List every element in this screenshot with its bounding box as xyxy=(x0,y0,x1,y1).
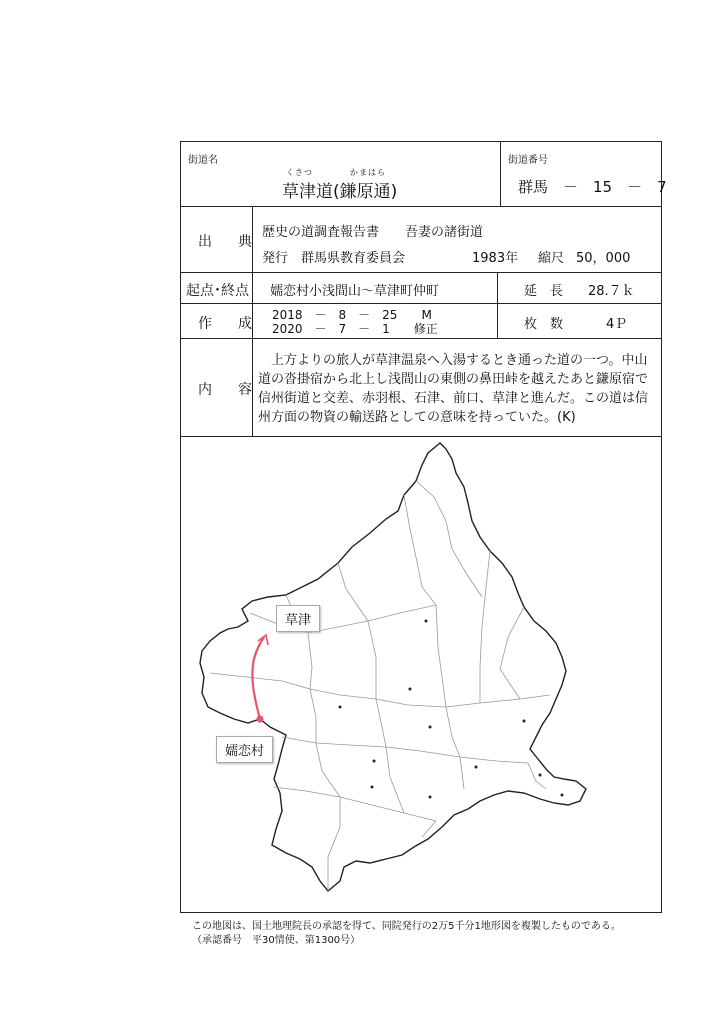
map-copyright-note: この地図は、国土地理院長の承認を得て、同院発行の2万5千分1地形図を複製したものである。 xyxy=(192,921,621,932)
divider-header xyxy=(181,206,661,207)
route-title: 草津道(鎌原通) xyxy=(282,182,398,202)
pages-value: 4Ｐ xyxy=(606,317,628,332)
divider-source xyxy=(181,272,661,273)
pages-label: 枚 数 xyxy=(524,317,564,332)
created-date: 2018 － 8 － 25 M xyxy=(272,308,432,322)
scale-label: 縮尺 xyxy=(538,251,565,266)
callout-kusatsu: 草津 xyxy=(276,605,320,632)
content-label: 内 容 xyxy=(198,382,258,398)
length-value: 28.７ｋ xyxy=(588,284,635,299)
approval-number: （承認番号 平30情使、第1300号） xyxy=(192,935,361,946)
route-start-marker xyxy=(257,716,264,723)
source-year: 1983年 xyxy=(472,251,519,266)
start-end-label: 起点･終点 xyxy=(186,283,249,299)
route-name-label: 街道名 xyxy=(188,155,218,166)
divider-creation xyxy=(181,338,661,339)
length-label: 延 長 xyxy=(524,284,564,299)
prefecture-outline xyxy=(200,443,586,891)
divider-header-v xyxy=(500,142,501,206)
source-title: 歴史の道調査報告書 吾妻の諸街道 xyxy=(262,225,484,240)
source-publisher: 発行 群馬県教育委員会 xyxy=(262,251,406,266)
title-ruby-kusatsu: くさつ xyxy=(286,168,313,177)
revised-date: 2020 － 7 － 1 修正 xyxy=(272,322,438,336)
title-ruby-kamahara: かまはら xyxy=(350,168,386,177)
content-text: 上方よりの旅人が草津温泉へ入湯するとき通った道の一つ。中山道の沓掛宿から北上し浅間山の東側の鼻田峠を越えたあと鎌原宿で信州街道と交差、赤羽根、石津、前口、草津と進んだ。この道は信州方面の物資の輸送路としての意味を持っていた。(K) xyxy=(258,353,649,425)
divider-route xyxy=(181,303,661,304)
municipal-boundaries xyxy=(210,481,550,891)
scale-value: 50，000 xyxy=(576,251,631,266)
source-label: 出 典 xyxy=(198,234,258,250)
creation-label: 作 成 xyxy=(198,316,258,332)
route-map xyxy=(190,437,590,907)
route-number-label: 街道番号 xyxy=(508,155,548,166)
route-number: 群馬 － 15 － 7 xyxy=(518,178,667,196)
start-end-value: 嬬恋村小浅間山～草津町仲町 xyxy=(270,284,440,299)
divider-right-col xyxy=(497,272,498,338)
callout-tsumagoi: 嬬恋村 xyxy=(216,736,273,763)
